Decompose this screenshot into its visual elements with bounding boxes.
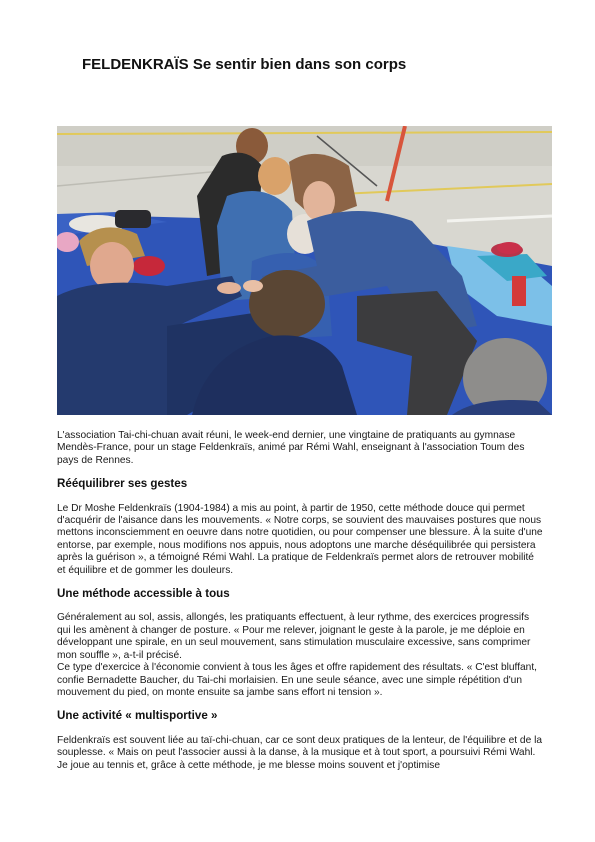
section-paragraph: Le Dr Moshe Feldenkraïs (1904-1984) a mis au point, à partir de 1950, cette méthode douce qui permet d'acquérir de l'aisance dans les mouvements. « Notre corps, se souvient des mauvaises postures que nous mettons inconsciemment en oeuvre dans notre quotidien, ou pour compenser une blessure. À la suite d'une entorse, par exemple, nous modifions nos appuis, nous adoptons une marche déséquilibrée qui persistera après la guérison », a témoigné Rémi Wahl. La pratique de Feldenkraïs permet alors de retrouver mobilité et équilibre et de gommer les douleurs. <box>57 502 543 576</box>
article-title: FELDENKRAÏS Se sentir bien dans son corps <box>82 56 407 73</box>
article-photo <box>57 126 552 415</box>
article-intro: L'association Tai-chi-chuan avait réuni, le week-end dernier, une vingtaine de pratiquants au gymnase Mendès-France, pour un stage Feldenkraïs, animé par Rémi Wahl, enseignant à l'association Toum des pays de Rennes. <box>57 430 525 466</box>
article-body <box>57 430 545 772</box>
section-paragraph: Ce type d'exercice à l'économie convient à tous les âges et offre rapidement des résultats. « C'est bluffant, confie Bernadette Baucher, du Tai-chi morlaisien. En une seule séance, avec une simple répétition d'un mouvement du pied, on monte ensuite sa jambe sans effort ni tension ». <box>57 662 538 698</box>
section-heading: Une activité « multisportive » <box>57 709 218 723</box>
section-heading: Une méthode accessible à tous <box>57 587 230 601</box>
section-heading: Rééquilibrer ses gestes <box>57 477 188 491</box>
section-paragraph: Généralement au sol, assis, allongés, les pratiquants effectuent, à leur rythme, des exercices progressifs qui les amènent à changer de posture. « Pour me relever, joignant le geste à la parole, je me déploie en développant une spirale, en un seul mouvement, sans stimulation musculaire excessive, sans comprimer mon souffle », a-t-il précisé. <box>57 612 531 661</box>
section-paragraph: Feldenkraïs est souvent liée au taï-chi-chuan, car ce sont deux pratiques de la lenteur, de l'équilibre et de la souplesse. « Mais on peut l'associer aussi à la danse, à la musique et à tout sport, a poursuivi Rémi Wahl. Je joue au tennis et, grâce à cette méthode, je me blesse moins souvent et j'optimise <box>57 734 543 771</box>
